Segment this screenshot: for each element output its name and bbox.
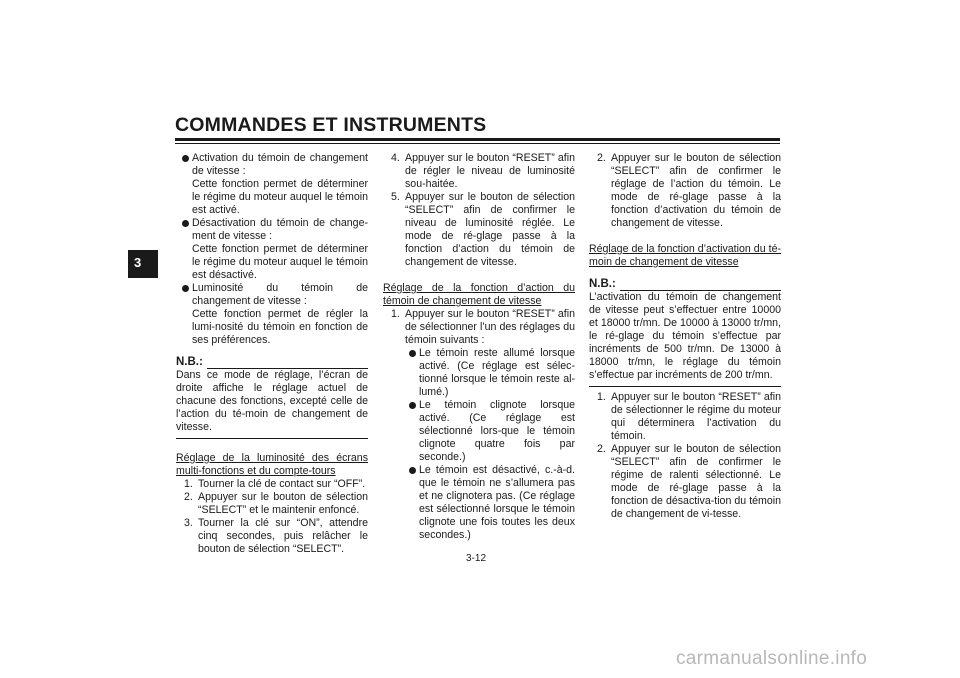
- step-item: [383, 308, 575, 347]
- column-3: [589, 152, 781, 521]
- spacer: [383, 269, 575, 282]
- step-item: [383, 152, 575, 191]
- chapter-tab: [128, 250, 158, 278]
- spacer: [589, 230, 781, 243]
- step-text: Appuyer sur le bouton “RESET” afin de régler le niveau de luminosité sou-haitée.: [405, 152, 575, 190]
- step-text: Appuyer sur le bouton de sélection “SELECT” afin de confirmer le régime de ralenti sélectionné. Le mode de ré-glage passe à la fonction de désactiva-tion du témoin de changement de vi-tesse.: [611, 443, 781, 520]
- section-heading: Réglage de la fonction d’action du témoin de changement de vitesse: [383, 282, 575, 307]
- bullet-item: [383, 464, 575, 542]
- header-rule-thin: [175, 143, 780, 144]
- bullet-text: Le témoin clignote lorsque activé. (Ce réglage est sélectionné lors-que le témoin clignote quatre fois par seconde.): [419, 399, 575, 463]
- step-number: 5.: [391, 191, 400, 203]
- step-item: [176, 478, 368, 491]
- step-item: [589, 152, 781, 230]
- bullet-icon: [182, 155, 189, 162]
- step-item: [176, 491, 368, 517]
- column-1: [176, 152, 368, 556]
- header-rule: [175, 138, 780, 141]
- page-number: 3-12: [466, 553, 487, 564]
- note-title: N.B.:: [589, 278, 620, 291]
- step-number: 2.: [597, 152, 606, 164]
- bullet-title: Désactivation du témoin de change-ment de vitesse :: [192, 217, 368, 242]
- bullet-icon: [409, 350, 416, 357]
- bullet-title: Luminosité du témoin de changement de vitesse :: [192, 282, 368, 307]
- bullet-text: Le témoin reste allumé lorsque activé. (Ce réglage est sélec-tionné lorsque le témoin reste al-lumé.): [419, 347, 575, 398]
- step-number: 1.: [184, 478, 193, 490]
- note-text: Dans ce mode de réglage, l’écran de droite affiche le réglage actuel de chacune des fonctions, excepté celle de l’action du té-moin de changement de vitesse.: [176, 369, 368, 433]
- bullet-icon: [409, 467, 416, 474]
- note-title: N.B.:: [176, 356, 207, 369]
- note-end-line: [589, 386, 781, 387]
- step-text: Tourner la clé de contact sur “OFF”.: [198, 478, 366, 490]
- section-heading: Réglage de la luminosité des écrans multi-fonctions et du compte-tours: [176, 452, 368, 477]
- column-2: [383, 152, 575, 542]
- bullet-item: [383, 347, 575, 399]
- bullet-item: [176, 282, 368, 347]
- step-text: Appuyer sur le bouton “RESET” afin de sélectionner l’un des réglages du témoin suivants :: [405, 308, 575, 346]
- spacer: [176, 439, 368, 452]
- bullet-text: Cette fonction permet de déterminer le régime du moteur auquel le témoin est activé.: [192, 178, 368, 216]
- bullet-text: Le témoin est désactivé, c.-à-d. que le témoin ne s’allumera pas et ne clignotera pas. (Ce réglage est sélectionné lorsque le témoin clignote une fois toutes les deux secondes.): [419, 464, 575, 541]
- note-text: L’activation du témoin de changement de vitesse peut s’effectuer entre 10000 et 18000 tr/mn. De 10000 à 13000 tr/mn, le ré-glage du témoin s’effectue par incréments de 500 tr/mn. De 13000 à 18000 tr/mn, le réglage du témoin s’effectue par incréments de 200 tr/mn.: [589, 291, 781, 381]
- note-end-line: [176, 438, 368, 439]
- bullet-item: [176, 217, 368, 282]
- bullet-text: Cette fonction permet de régler la lumi-nosité du témoin en fonction de ses préférences.: [192, 308, 368, 346]
- step-number: 1.: [597, 391, 606, 403]
- step-text: Appuyer sur le bouton “RESET” afin de sélectionner le régime du moteur qui déterminera l’activation du témoin.: [611, 391, 781, 442]
- bullet-item: [383, 399, 575, 464]
- bullet-text: Cette fonction permet de déterminer le régime du moteur auquel le témoin est désactivé.: [192, 243, 368, 281]
- step-number: 4.: [391, 152, 400, 164]
- step-item: [176, 517, 368, 556]
- step-number: 2.: [184, 491, 193, 503]
- chapter-tab-number: 3: [134, 255, 142, 270]
- step-text: Appuyer sur le bouton de sélection “SELECT” afin de confirmer le niveau de luminosité réglée. Le mode de ré-glage passe à la fonction d’action du témoin de changement de vitesse.: [405, 191, 575, 268]
- step-item: [589, 443, 781, 521]
- bullet-icon: [182, 220, 189, 227]
- step-text: Appuyer sur le bouton de sélection “SELECT” et le maintenir enfoncé.: [198, 491, 368, 516]
- step-number: 1.: [391, 308, 400, 320]
- bullet-icon: [182, 285, 189, 292]
- step-text: Tourner la clé sur “ON”, attendre cinq secondes, puis relâcher le bouton de sélection “SELECT”.: [198, 517, 368, 555]
- bullet-item: [176, 152, 368, 217]
- step-item: [383, 191, 575, 269]
- step-text: Appuyer sur le bouton de sélection “SELECT” afin de confirmer le réglage de l’action du témoin. Le mode de ré-glage passe à la fonction d’activation du témoin de changement de vitesse.: [611, 152, 781, 229]
- step-item: [589, 391, 781, 443]
- step-number: 2.: [597, 443, 606, 455]
- note-box: [176, 356, 368, 439]
- bullet-title: Activation du témoin de changement de vitesse :: [192, 152, 368, 177]
- note-box: [589, 278, 781, 387]
- step-number: 3.: [184, 517, 193, 529]
- page-header-title: COMMANDES ET INSTRUMENTS: [175, 114, 487, 136]
- bullet-icon: [409, 402, 416, 409]
- watermark: carmanualsonline.info: [676, 648, 868, 669]
- section-heading: Réglage de la fonction d’activation du té-moin de changement de vitesse: [589, 243, 781, 268]
